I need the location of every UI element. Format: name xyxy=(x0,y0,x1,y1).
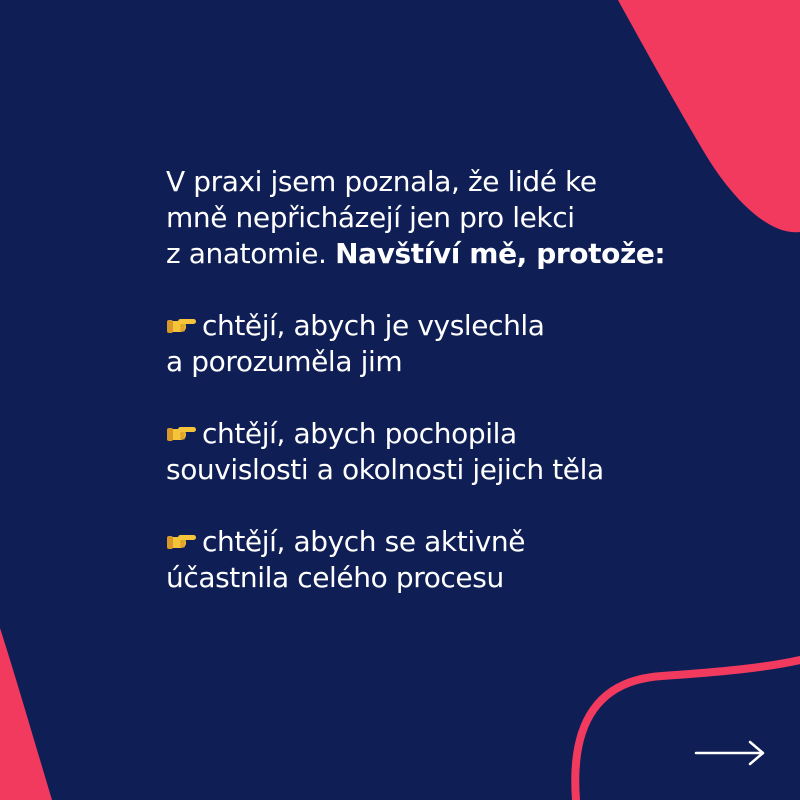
intro-line xyxy=(166,236,726,272)
intro-paragraph xyxy=(166,164,726,272)
bullet-item xyxy=(166,524,726,596)
intro-line: V praxi jsem poznala, že lidé ke xyxy=(166,165,597,198)
pointing-right-hand-icon xyxy=(166,423,198,445)
bullet-line: souvislosti a okolnosti jejich těla xyxy=(166,453,604,486)
intro-regular-text: z anatomie. xyxy=(166,237,336,270)
bullet-text: chtějí, abych je vyslechla xyxy=(202,309,545,342)
bullet-line: účastnila celého procesu xyxy=(166,561,504,594)
bottom-right-curve xyxy=(575,660,800,800)
pointing-right-hand-icon xyxy=(166,531,198,553)
arrow-right-icon[interactable] xyxy=(692,738,768,768)
pointing-right-hand-icon xyxy=(166,315,198,337)
bullet-line xyxy=(166,524,726,560)
bottom-left-shape xyxy=(0,628,52,800)
bullet-line xyxy=(166,416,726,452)
bullet-line: a porozuměla jim xyxy=(166,345,403,378)
bullet-text: chtějí, abych pochopila xyxy=(202,417,517,450)
bullet-text: chtějí, abych se aktivně xyxy=(202,525,526,558)
bullet-line xyxy=(166,308,726,344)
intro-line: mně nepřicházejí jen pro lekci xyxy=(166,201,575,234)
intro-bold-text: Navštíví mě, protože: xyxy=(335,237,666,270)
bullet-item xyxy=(166,416,726,488)
bullet-item xyxy=(166,308,726,380)
text-block xyxy=(166,164,726,632)
